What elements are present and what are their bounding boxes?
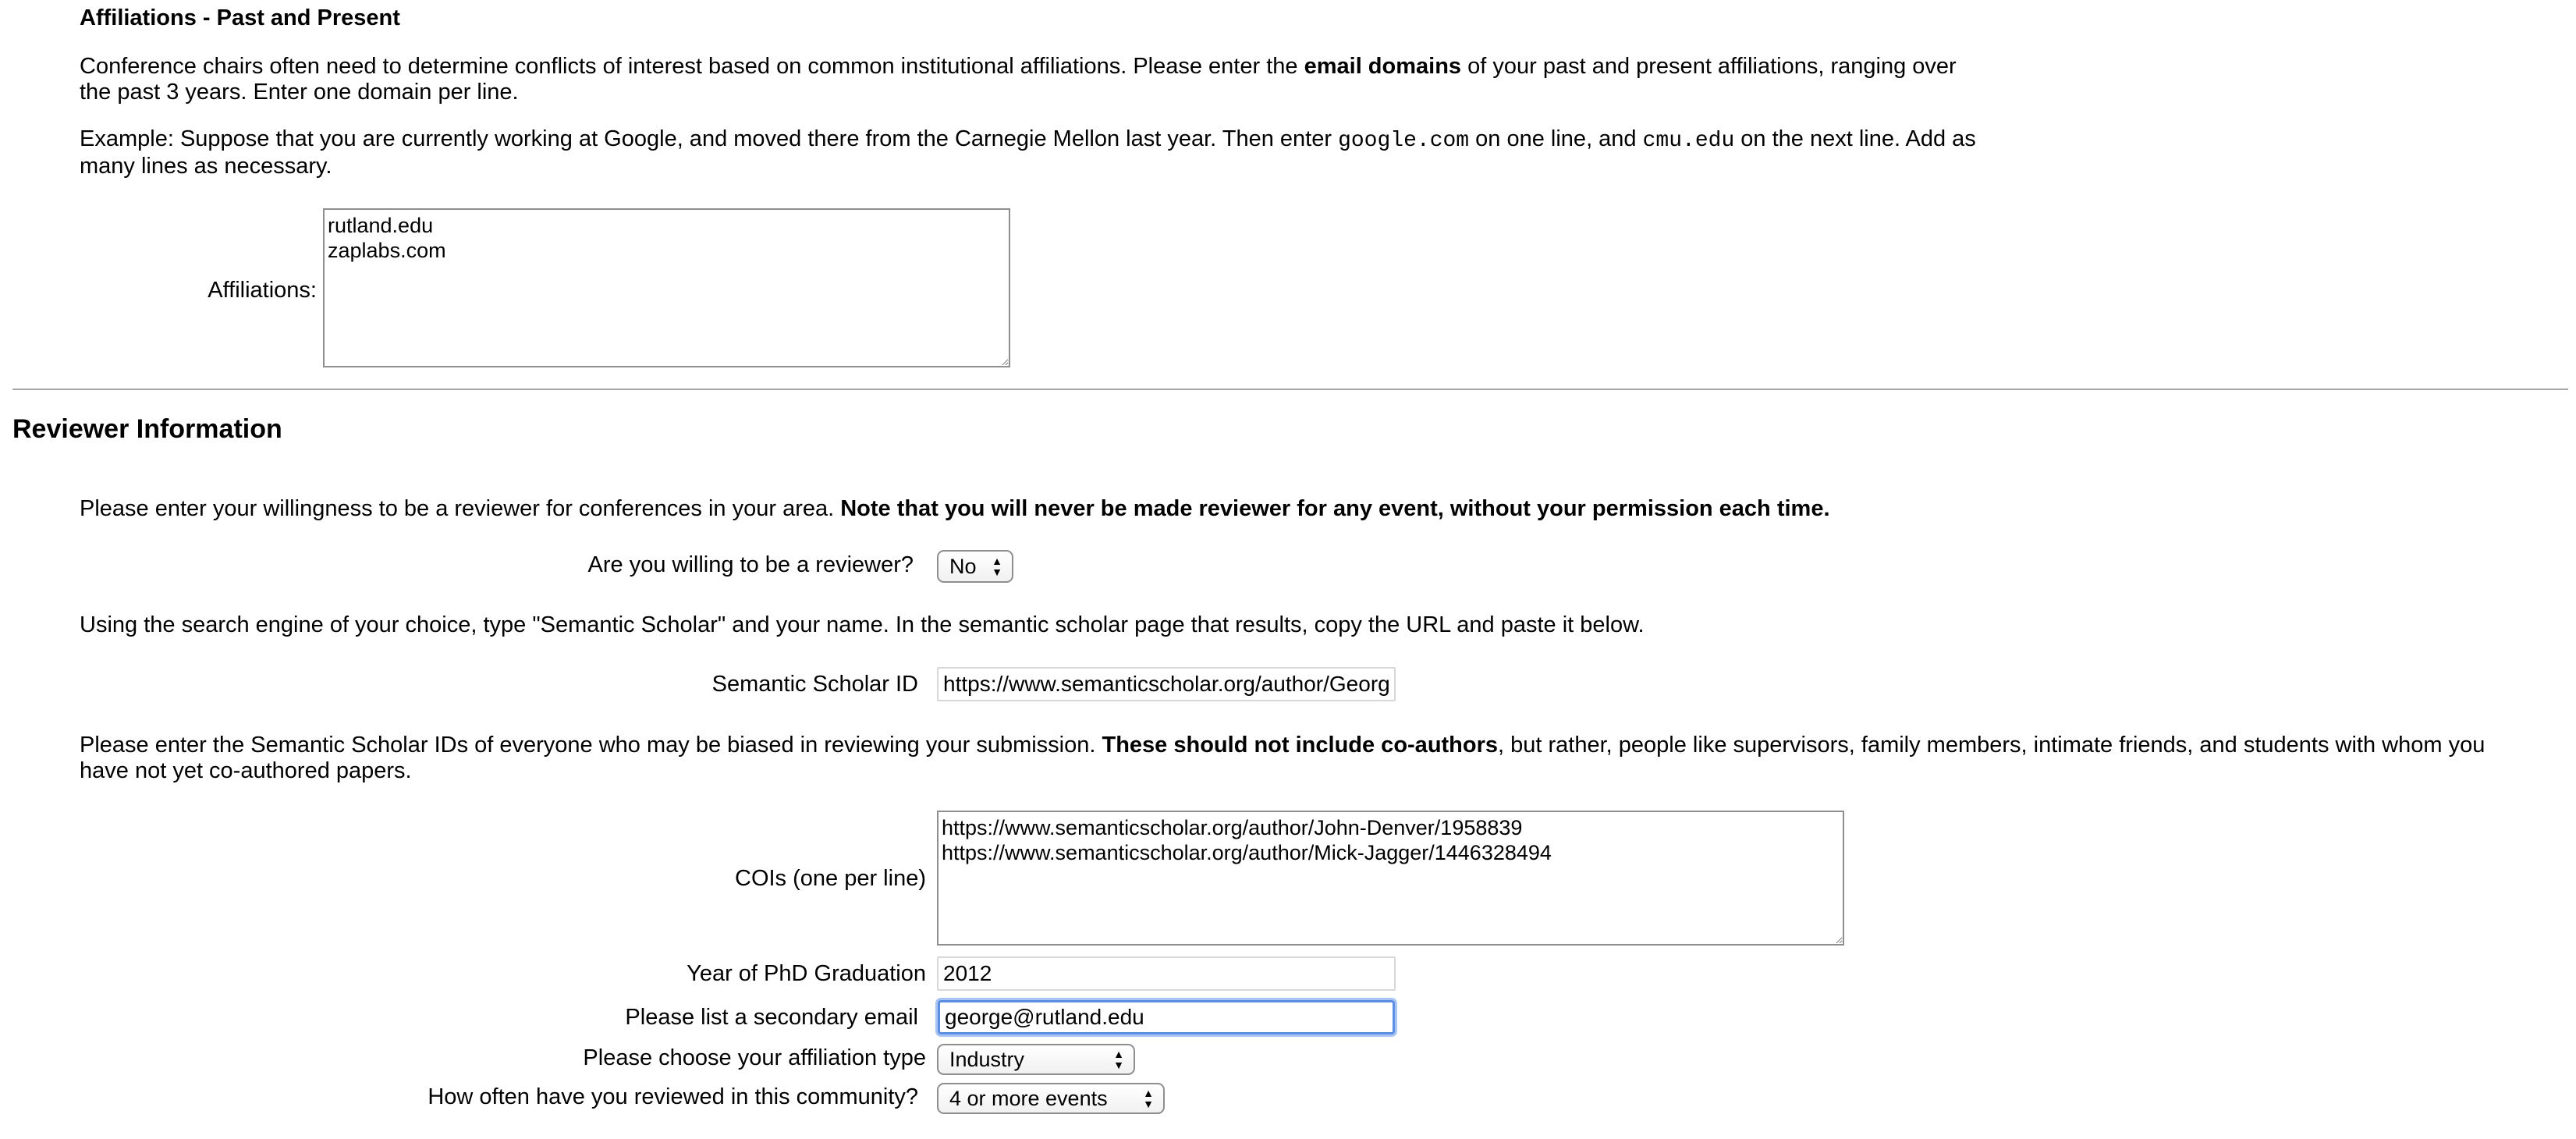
coi-textarea[interactable] — [937, 811, 1844, 946]
semantic-scholar-label: Semantic Scholar ID — [711, 672, 918, 697]
coi-label: COIs (one per line) — [735, 866, 926, 891]
reviewer-willing-intro-text: Please enter your willingness to be a reviewer for conferences in your area. — [80, 496, 841, 521]
affiliations-example — [80, 126, 1983, 179]
affiliations-intro-text-2: of your past and present affiliations, ranging over the past 3 years. Enter one domain per line. — [80, 54, 1957, 105]
affiliation-type-select[interactable] — [937, 1044, 1135, 1075]
affiliations-heading: Affiliations - Past and Present — [80, 5, 400, 30]
affiliation-type-label: Please choose your affiliation type — [583, 1045, 926, 1070]
willing-reviewer-select[interactable] — [937, 550, 1013, 583]
willing-reviewer-value: No — [949, 555, 977, 578]
example-domain-cmu: cmu.edu — [1642, 129, 1735, 153]
coi-intro-bold: These should not include co-authors — [1102, 733, 1499, 758]
affiliations-intro — [80, 54, 1983, 105]
coi-intro — [80, 733, 2498, 784]
affiliation-type-value: Industry — [949, 1048, 1025, 1071]
up-down-chevron-icon: ▲ ▼ — [992, 555, 1002, 578]
secondary-email-label: Please list a secondary email — [625, 1005, 918, 1030]
semantic-scholar-input[interactable] — [937, 667, 1396, 701]
up-down-chevron-icon: ▲ ▼ — [1143, 1087, 1154, 1110]
review-frequency-label: How often have you reviewed in this community? — [428, 1084, 918, 1109]
review-frequency-value: 4 or more events — [949, 1087, 1108, 1110]
scholar-intro: Using the search engine of your choice, type "Semantic Scholar" and your name. In the semantic scholar page that results, copy the URL and paste it below. — [80, 612, 1645, 637]
affiliations-example-text-2: on one line, and — [1469, 126, 1643, 151]
review-frequency-select[interactable] — [937, 1083, 1165, 1114]
reviewer-willing-intro-bold: Note that you will never be made reviewer for any event, without your permission each time. — [840, 496, 1830, 521]
affiliations-field-label: Affiliations: — [208, 278, 317, 303]
secondary-email-input[interactable] — [938, 1000, 1395, 1034]
reviewer-willing-intro — [80, 496, 2498, 522]
coi-intro-text-1: Please enter the Semantic Scholar IDs of everyone who may be biased in reviewing your submission. — [80, 733, 1102, 758]
example-domain-google: google.com — [1338, 129, 1470, 153]
section-divider — [12, 389, 2568, 390]
phd-year-label: Year of PhD Graduation — [687, 961, 926, 986]
affiliations-intro-bold: email domains — [1304, 54, 1462, 79]
affiliations-example-text-3: on the next line. Add as many lines as necessary. — [80, 126, 1976, 179]
affiliations-textarea[interactable] — [323, 208, 1010, 367]
affiliations-intro-text-1: Conference chairs often need to determine conflicts of interest based on common institutional affiliations. Please enter the — [80, 54, 1304, 79]
up-down-chevron-icon: ▲ ▼ — [1113, 1048, 1124, 1071]
reviewer-heading: Reviewer Information — [12, 414, 282, 444]
willing-reviewer-label: Are you willing to be a reviewer? — [587, 552, 914, 577]
affiliations-example-text-1: Example: Suppose that you are currently working at Google, and moved there from the Carnegie Mellon last year. Then enter — [80, 126, 1339, 151]
coi-intro-text-2: , but rather, people like supervisors, family members, intimate friends, and students with whom you have not yet co-authored papers. — [80, 733, 2486, 783]
phd-year-input[interactable] — [937, 956, 1396, 991]
